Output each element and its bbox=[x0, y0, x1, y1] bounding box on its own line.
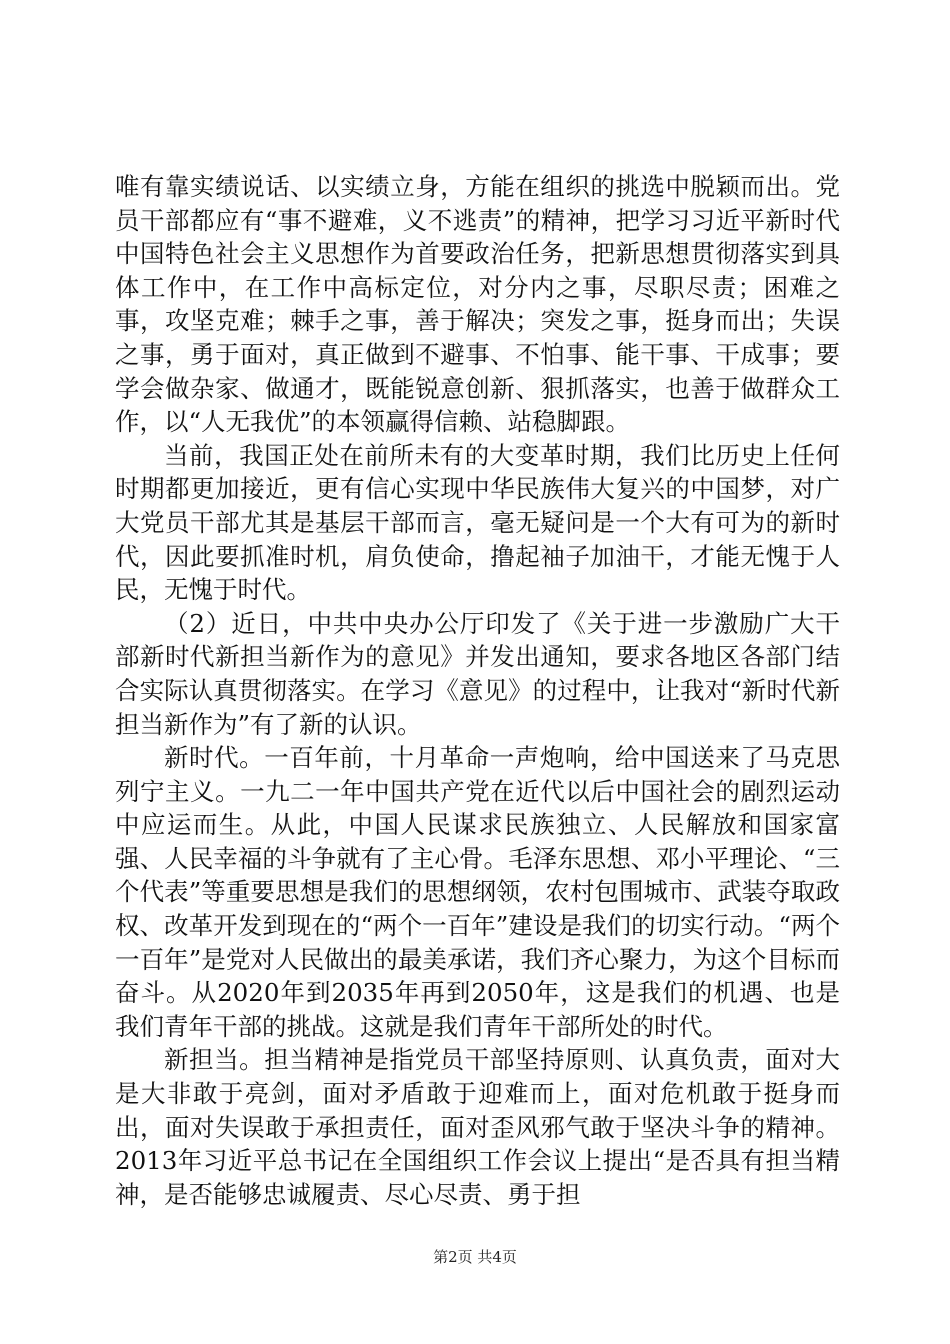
paragraph-new-era: 新时代。一百年前，十月革命一声炮响，给中国送来了马克思列宁主义。一九二一年中国共产党在近代以后中国社会的剧烈运动中应运而生。从此，中国人民谋求民族独立、人民解放和国家富强、人民幸福的斗争就有了主心骨。毛泽东思想、邓小平理论、“三个代表”等重要思想是我们的思想纲领，农村包围城市、武装夺取政权、改革开发到现在的“两个一百年”建设是我们的切实行动。“两个一百年”是党对人民做出的最美承诺，我们齐心聚力，为这个目标而奋斗。从2020年到2035年再到2050年，这是我们的机遇、也是我们青年干部的挑战。这就是我们青年干部所处的时代。 bbox=[115, 743, 840, 1041]
paragraph-opinion-notice: （2）近日，中共中央办公厅印发了《关于进一步激励广大干部新时代新担当新作为的意见》并发出通知，要求各地区各部门结合实际认真贯彻落实。在学习《意见》的过程中，让我对“新时代新担当新作为”有了新的认识。 bbox=[115, 608, 840, 739]
document-body bbox=[115, 170, 840, 1211]
paragraph-new-responsibility: 新担当。担当精神是指党员干部坚持原则、认真负责，面对大是大非敢于亮剑，面对矛盾敢于迎难而上，面对危机敢于挺身而出，面对失误敢于承担责任，面对歪风邪气敢于坚决斗争的精神。2013年习近平总书记在全国组织工作会议上提出“是否具有担当精神，是否能够忠诚履责、尽心尽责、勇于担 bbox=[115, 1045, 840, 1209]
paragraph-continuation: 唯有靠实绩说话、以实绩立身，方能在组织的挑选中脱颖而出。党员干部都应有“事不避难，义不逃责”的精神，把学习习近平新时代中国特色社会主义思想作为首要政治任务，把新思想贯彻落实到具体工作中，在工作中高标定位，对分内之事，尽职尽责；困难之事，攻坚克难；棘手之事，善于解决；突发之事，挺身而出；失误之事，勇于面对，真正做到不避事、不怕事、能干事、干成事；要学会做杂家、做通才，既能锐意创新、狠抓落实，也善于做群众工作，以“人无我优”的本领赢得信赖、站稳脚跟。 bbox=[115, 172, 840, 437]
paragraph-current-era: 当前，我国正处在前所未有的大变革时期，我们比历史上任何时期都更加接近，更有信心实现中华民族伟大复兴的中国梦，对广大党员干部尤其是基层干部而言，毫无疑问是一个大有可为的新时代，因此要抓准时机，肩负使命，撸起袖子加油干，才能无愧于人民，无愧于时代。 bbox=[115, 440, 840, 605]
page-number-footer: 第2页 共4页 bbox=[433, 1248, 517, 1266]
